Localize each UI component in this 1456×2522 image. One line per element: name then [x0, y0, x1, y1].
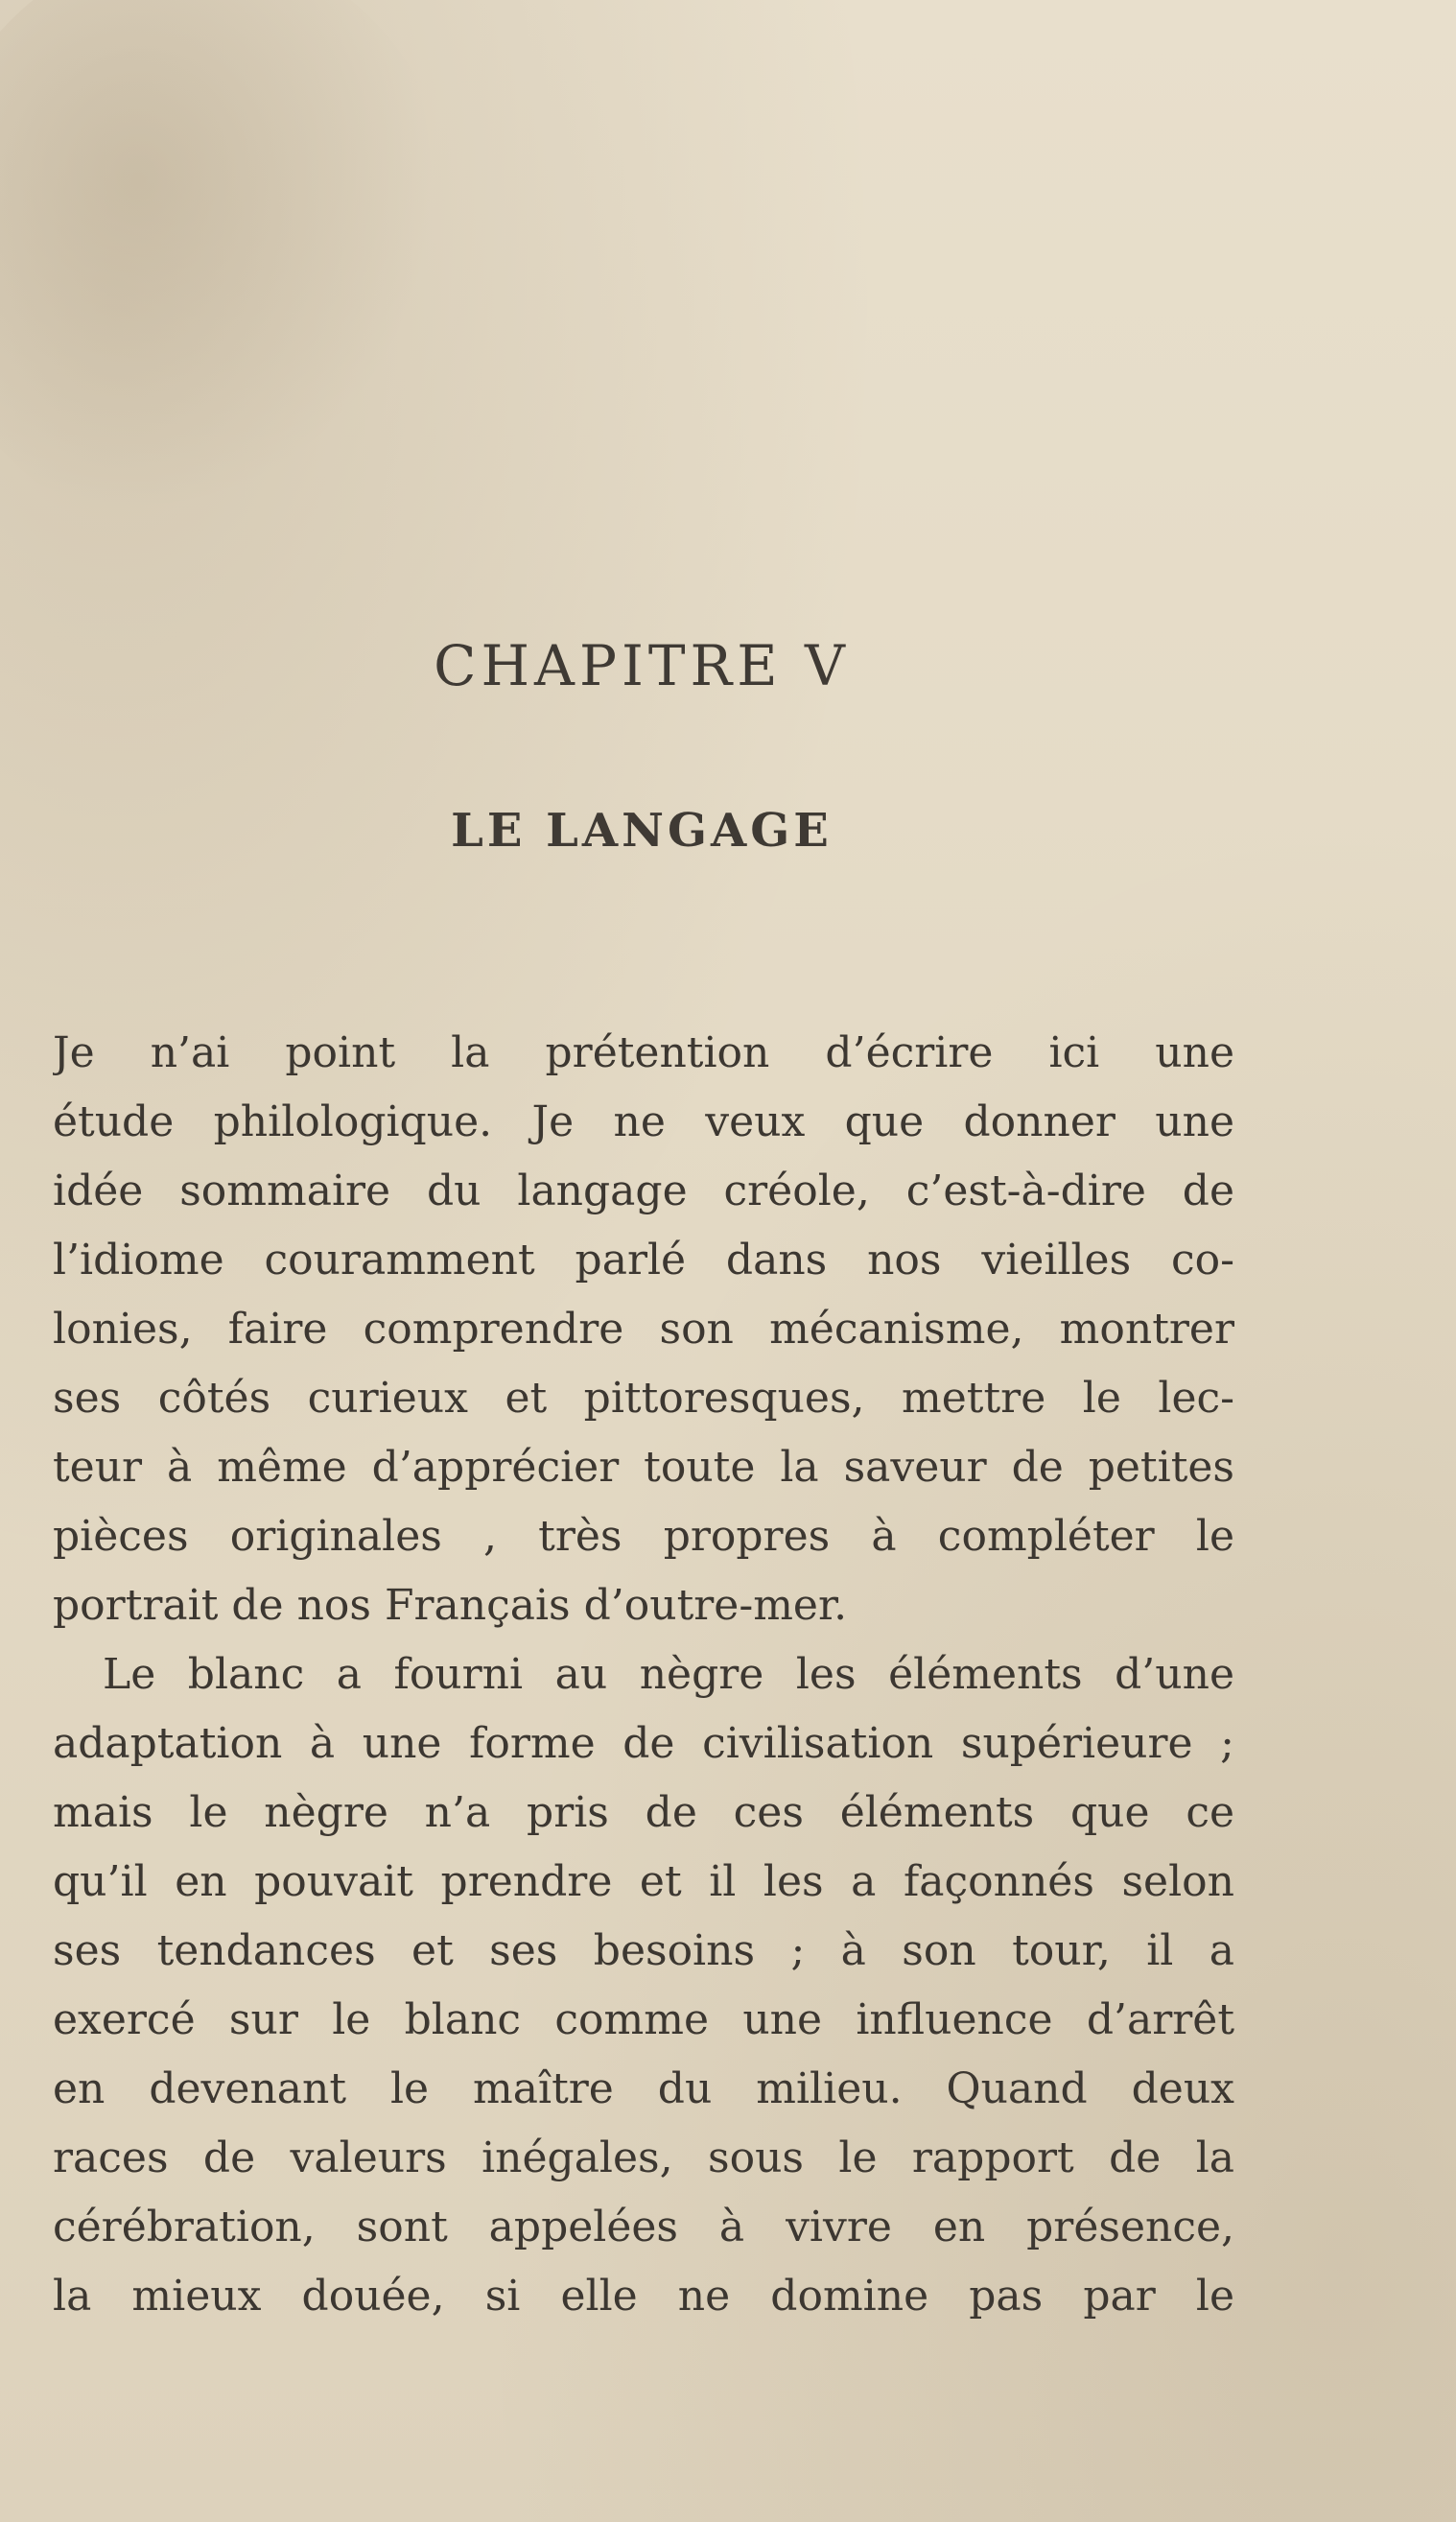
text-line: étude philologique. Je ne veux que donner une [53, 1097, 1234, 1146]
text-line: en devenant le maître du milieu. Quand deux [53, 2064, 1234, 2113]
chapter-title: LE LANGAGE [451, 804, 833, 858]
body-text [53, 1019, 1234, 2331]
text-line: adaptation à une forme de civilisation supérieure ; [53, 1719, 1234, 1768]
text-line: la mieux douée, si elle ne domine pas par le [53, 2272, 1234, 2321]
text-line: teur à même d’apprécier toute la saveur de petites [53, 1443, 1234, 1492]
text-line: cérébration, sont appelées à vivre en présence, [53, 2203, 1234, 2251]
text-line: portrait de nos Français d’outre-mer. [53, 1581, 848, 1630]
text-line: Le blanc a fourni au nègre les éléments d’une [103, 1650, 1234, 1699]
paper-stain [0, 0, 460, 537]
text-line: races de valeurs inégales, sous le rapport de la [53, 2133, 1234, 2182]
text-line: idée sommaire du langage créole, c’est-à-dire de [53, 1167, 1234, 1215]
text-line: ses tendances et ses besoins ; à son tour, il a [53, 1926, 1234, 1975]
text-line: Je n’ai point la prétention d’écrire ici une [53, 1028, 1234, 1077]
text-line: pièces originales , très propres à compléter le [53, 1512, 1234, 1561]
text-line: lonies, faire comprendre son mécanisme, montrer [53, 1305, 1234, 1354]
text-line: ses côtés curieux et pittoresques, mettre le lec- [53, 1374, 1234, 1423]
text-line: mais le nègre n’a pris de ces éléments que ce [53, 1788, 1234, 1837]
text-line: exercé sur le blanc comme une influence d’arrêt [53, 1995, 1234, 2044]
text-line: qu’il en pouvait prendre et il les a façonnés selon [53, 1857, 1234, 1906]
text-line: l’idiome couramment parlé dans nos vieilles co- [53, 1236, 1234, 1285]
chapter-number: CHAPITRE V [434, 633, 850, 698]
